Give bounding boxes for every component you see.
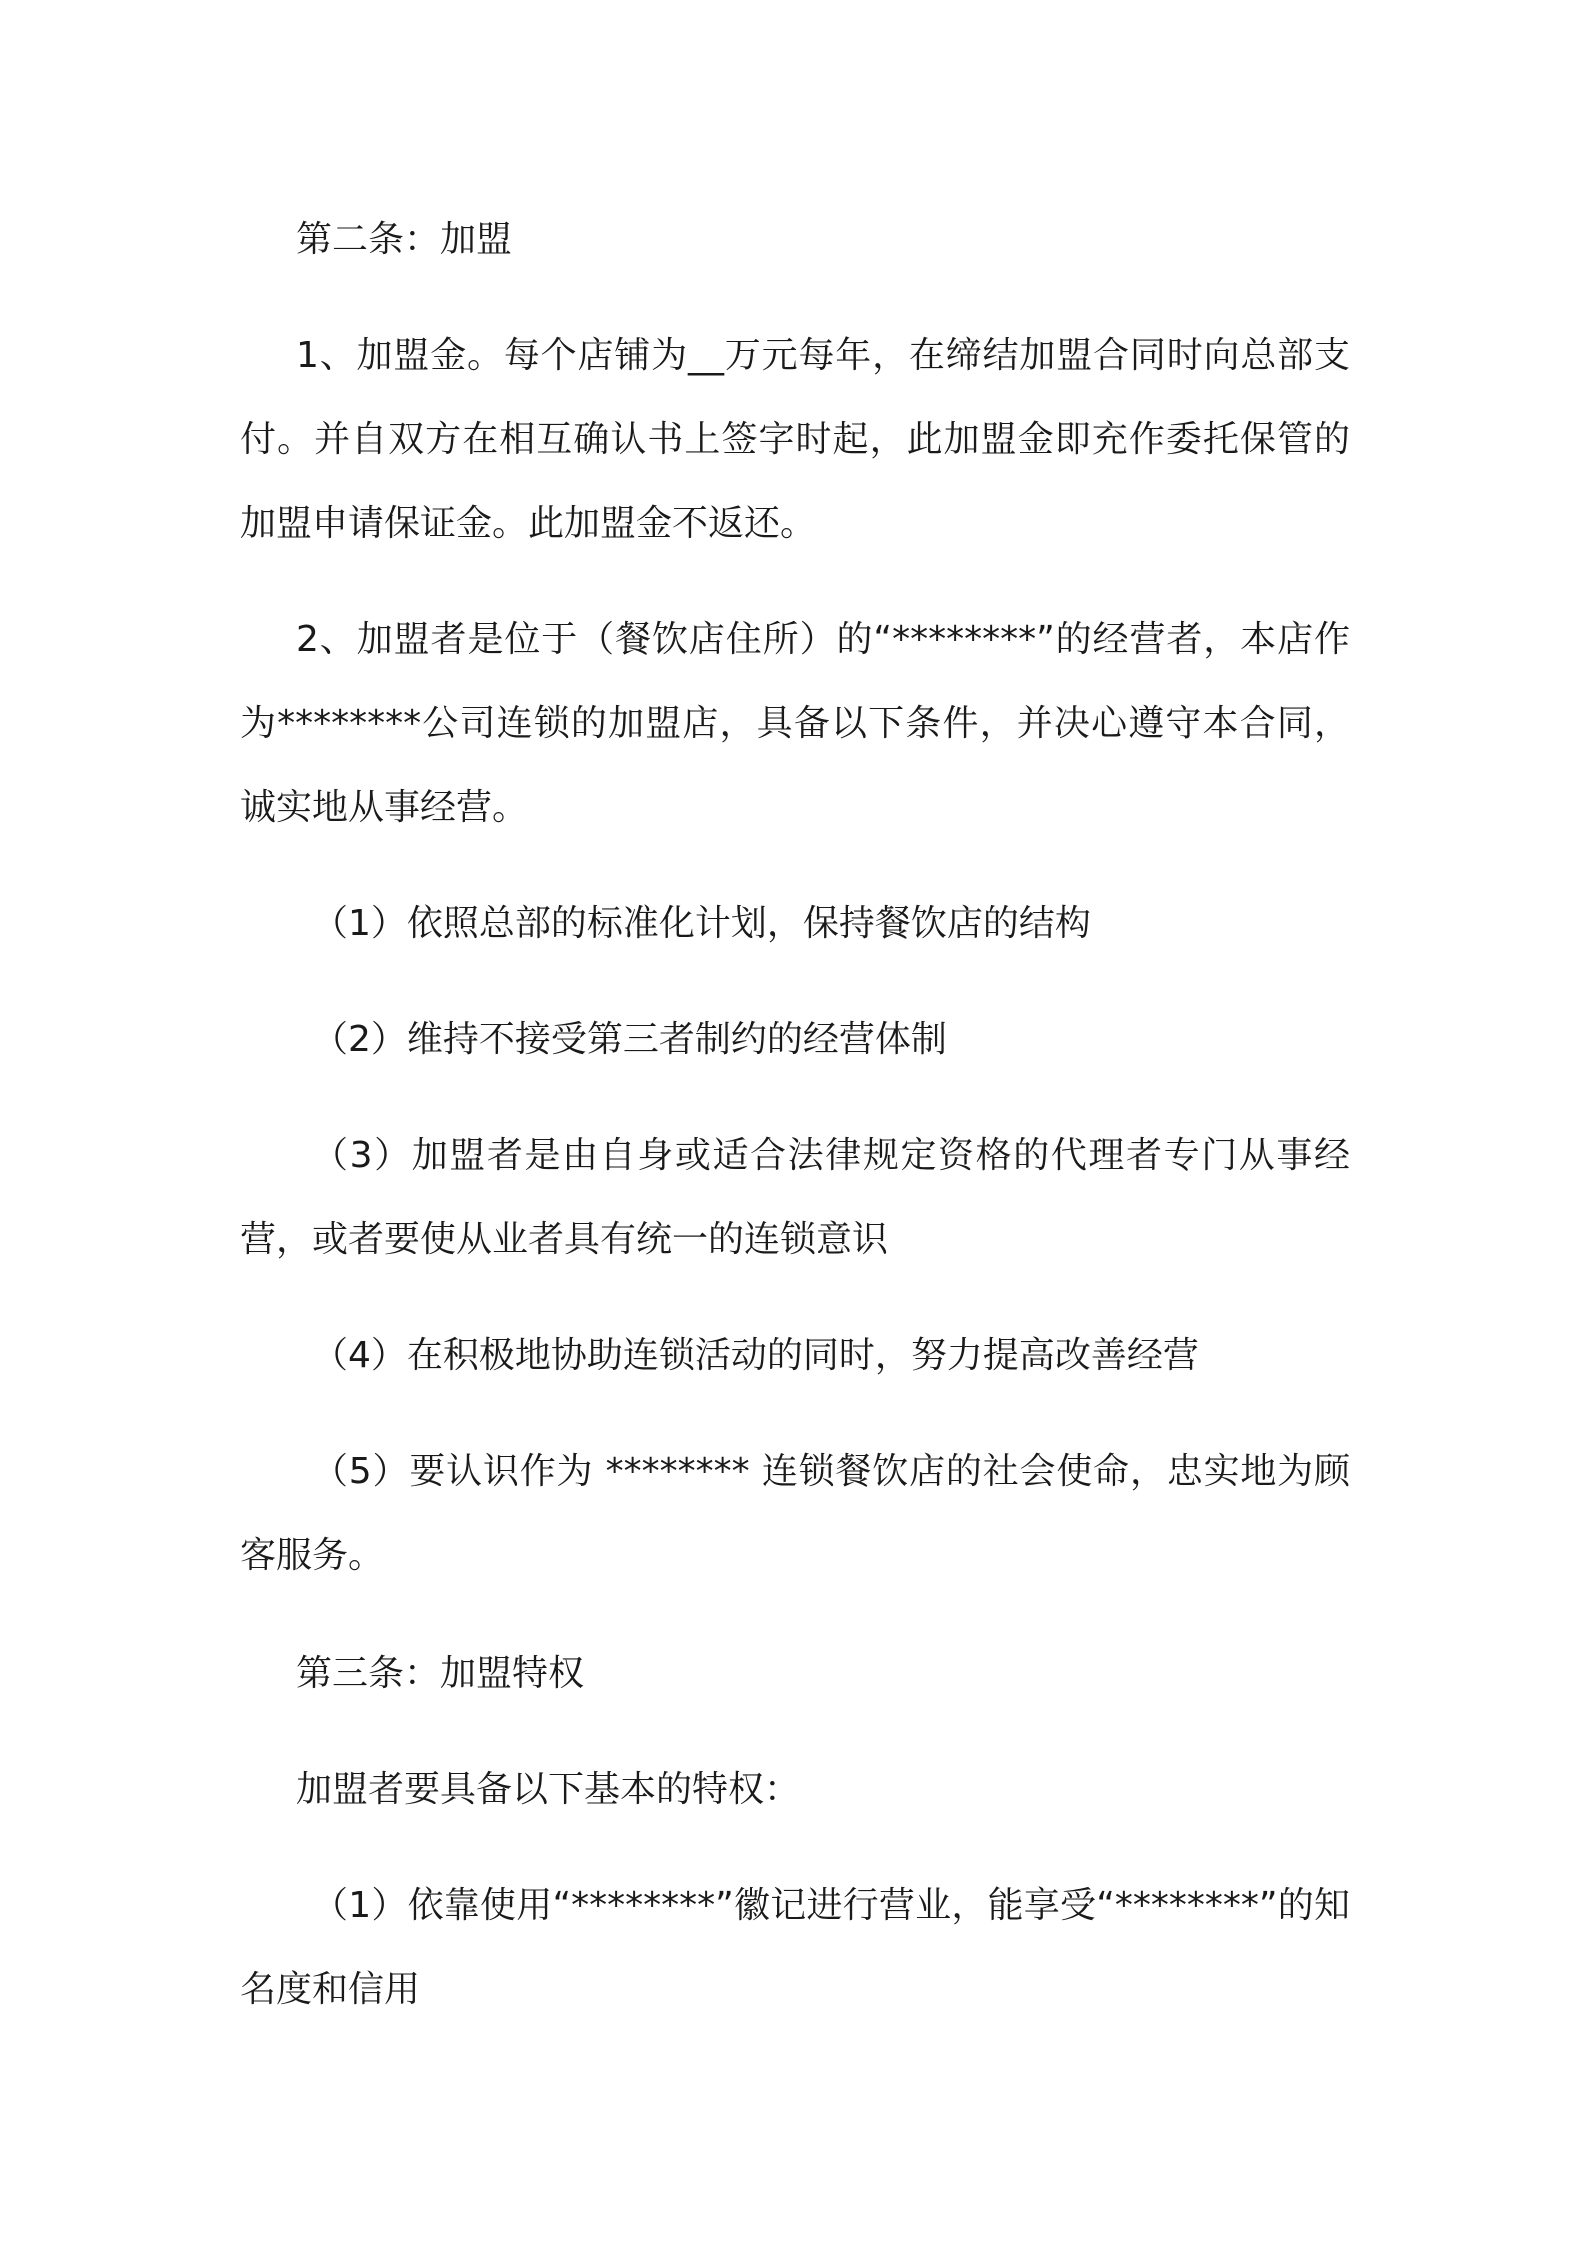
privilege-item-1: （1）依靠使用“********”徽记进行营业，能享受“********”的知名度和信用 (240, 1885, 1350, 2010)
condition-item-2: （2）维持不接受第三者制约的经营体制 (312, 1019, 947, 1060)
condition-item-1: （1）依照总部的标准化计划，保持餐饮店的结构 (312, 903, 1091, 944)
article-2-heading: 第二条：加盟 (296, 219, 513, 260)
document-body (240, 198, 1350, 2064)
clause-2-1-franchise-fee: 1、加盟金。每个店铺为__万元每年，在缔结加盟合同时向总部支付。并自双方在相互确认书上签字时起，此加盟金即充作委托保管的加盟申请保证金。此加盟金不返还。 (240, 335, 1350, 544)
clause-2-2-franchisee-conditions: 2、加盟者是位于（餐饮店住所）的“********”的经营者，本店作为********公司连锁的加盟店，具备以下条件，并决心遵守本合同，诚实地从事经营。 (240, 619, 1350, 828)
condition-item-3: （3）加盟者是由自身或适合法律规定资格的代理者专门从事经营，或者要使从业者具有统一的连锁意识 (240, 1135, 1350, 1260)
privileges-intro: 加盟者要具备以下基本的特权： (296, 1769, 801, 1810)
article-3-heading: 第三条：加盟特权 (296, 1653, 585, 1694)
condition-item-5: （5）要认识作为 ******** 连锁餐饮店的社会使命，忠实地为顾客服务。 (240, 1451, 1350, 1576)
condition-item-4: （4）在积极地协助连锁活动的同时，努力提高改善经营 (312, 1335, 1199, 1376)
